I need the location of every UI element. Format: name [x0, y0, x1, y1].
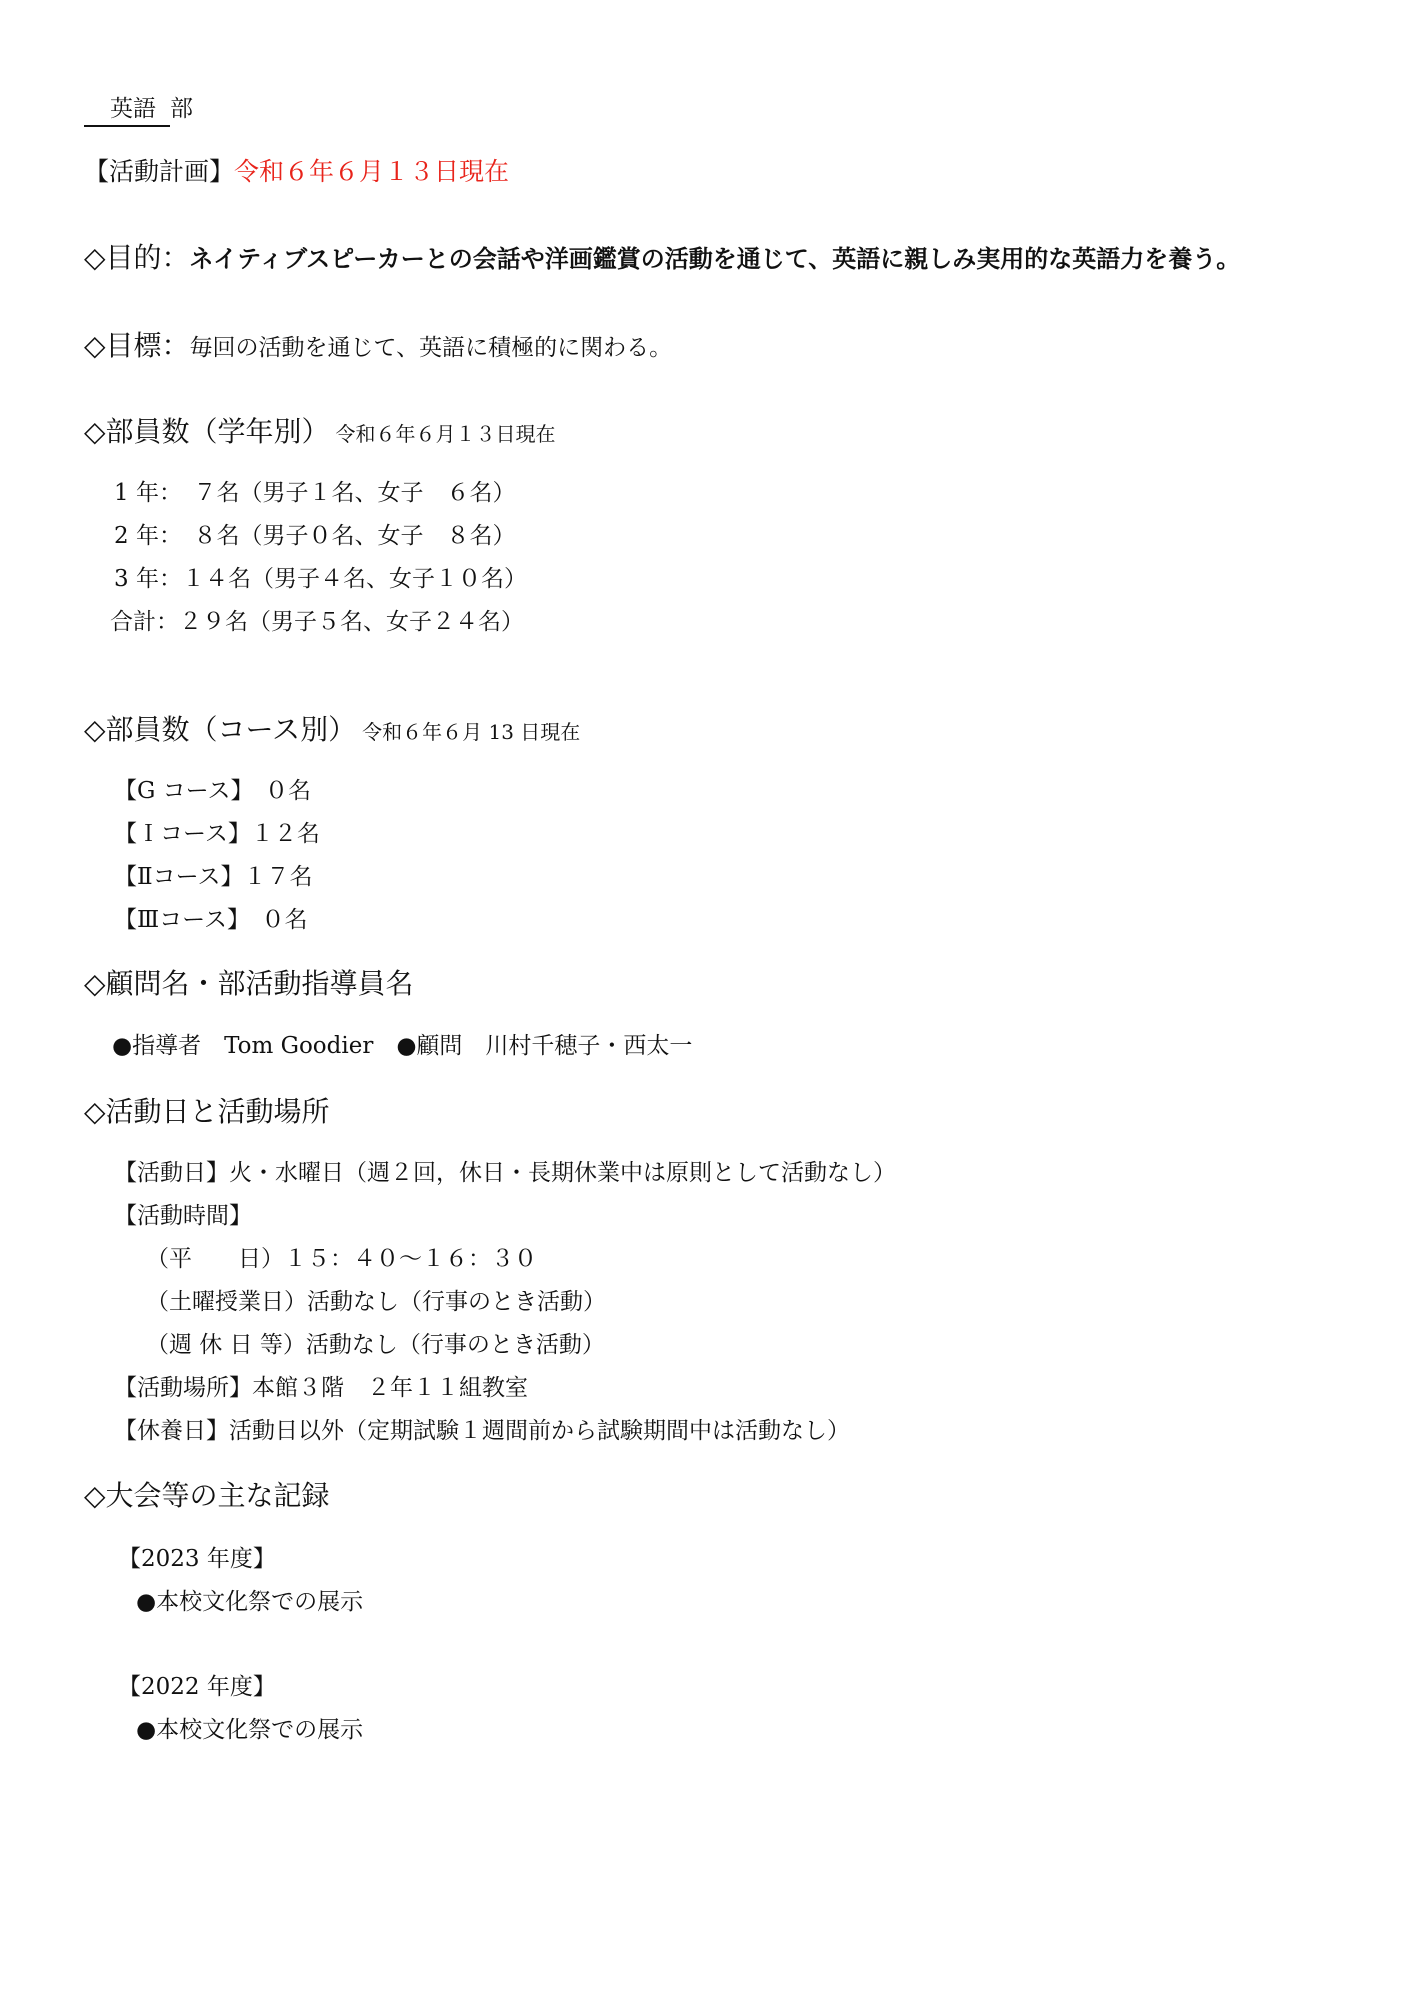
activity-plan-heading	[84, 152, 509, 188]
course-row-1: 【Ｉコース】１２名	[114, 821, 320, 847]
plan-date: 令和６年６月１３日現在	[234, 157, 510, 186]
record-year-2023: 【2023 年度】	[118, 1546, 276, 1572]
club-heading	[84, 90, 193, 127]
advisors-line: ●指導者 Tom Goodier ●顧問 川村千穂子・西太一	[112, 1033, 693, 1059]
goal-text: 毎回の活動を通じて、英語に積極的に関わる。	[189, 335, 673, 361]
record-item-2022: ●本校文化祭での展示	[136, 1717, 364, 1743]
members-by-grade-heading	[84, 410, 556, 450]
activity-days: 【活動日】火・水曜日（週２回，休日・長期休業中は原則として活動なし）	[114, 1160, 896, 1186]
purpose-label: ◇目的：	[84, 241, 190, 274]
members-grade-title: ◇部員数（学年別）	[84, 415, 330, 448]
plan-label: 【活動計画】	[84, 157, 235, 186]
goal-line	[84, 324, 672, 364]
club-suffix: 部	[170, 96, 193, 122]
record-item-2023: ●本校文化祭での展示	[136, 1589, 364, 1615]
grade-row-total: 合計：２９名（男子５名、女子２４名）	[110, 609, 524, 635]
record-year-2022: 【2022 年度】	[118, 1674, 276, 1700]
course-row-2: 【Ⅱコース】１７名	[114, 864, 313, 890]
schedule-heading: ◇活動日と活動場所	[84, 1095, 330, 1128]
holiday-time: （週 休 日 等）活動なし（行事のとき活動）	[146, 1332, 605, 1358]
grade-row-2: 2 年： ８名（男子０名、女子 ８名）	[114, 523, 516, 549]
advisors-heading: ◇顧問名・部活動指導員名	[84, 967, 414, 1000]
grade-row-1: 1 年： ７名（男子１名、女子 ６名）	[114, 480, 516, 506]
goal-label: ◇目標：	[84, 329, 190, 362]
members-by-course-heading	[84, 708, 580, 748]
purpose-text: ネイティブスピーカーとの会話や洋画鑑賞の活動を通じて、英語に親しみ実用的な英語力を養う。	[189, 244, 1241, 273]
activity-time-label: 【活動時間】	[114, 1203, 252, 1229]
weekday-time: （平 日）１５：４０～１６：３０	[146, 1246, 537, 1272]
club-name: 英語	[84, 90, 170, 127]
grade-row-3: 3 年：１４名（男子４名、女子１０名）	[114, 566, 527, 592]
purpose-line	[84, 236, 1240, 276]
course-row-3: 【Ⅲコース】 ０名	[114, 907, 308, 933]
records-heading: ◇大会等の主な記録	[84, 1479, 330, 1512]
members-course-title: ◇部員数（コース別）	[84, 713, 357, 746]
saturday-time: （土曜授業日）活動なし（行事のとき活動）	[146, 1289, 606, 1315]
activity-place: 【活動場所】本館３階 ２年１１組教室	[114, 1375, 528, 1401]
members-course-date: 令和６年６月 13 日現在	[362, 720, 581, 744]
course-row-g: 【G コース】 ０名	[114, 778, 312, 804]
members-grade-date: 令和６年６月１３日現在	[335, 422, 556, 446]
rest-days: 【休養日】活動日以外（定期試験１週間前から試験期間中は活動なし）	[114, 1418, 850, 1444]
